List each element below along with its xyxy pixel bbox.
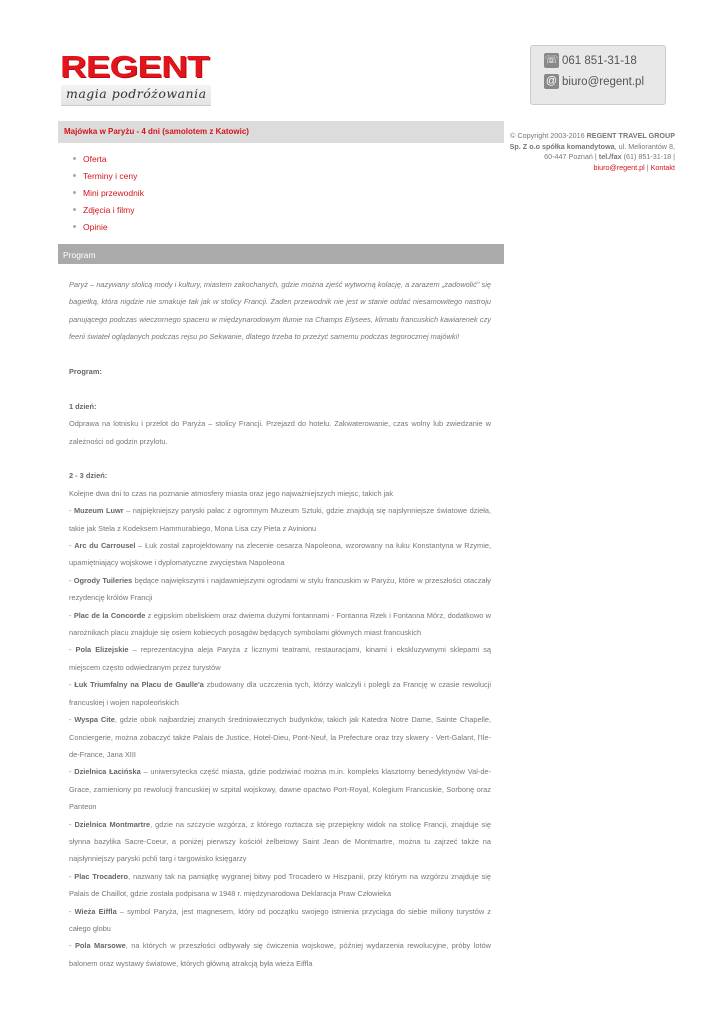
- contact-phone: 061 851-31-18: [562, 54, 637, 67]
- attraction-name: Dzielnica Łacińska: [74, 767, 141, 777]
- attraction-prefix: -: [69, 906, 75, 916]
- attraction-description: – reprezentacyjna aleja Paryża z licznymi teatrami, restauracjami, kinami i ekskluzywnymi sklepami są miejscem często odwiedzanym przez turystów: [69, 645, 491, 672]
- intro-paragraph: Paryż – nazywany stolicą mody i kultury, miastem zakochanych, gdzie można zjeść wytworną kolację, a zarazem „zadowolić" się bagietką, która nigdzie nie smakuje tak jak w stolicy Francji. Żaden przewodnik nie jest w stanie oddać niesamowitego nastroju panującego podczas wieczornego spaceru w międzynarodowym tłumie na Champs Elysees, klimatu francuskich kawiarenek czy feerii świateł oglądanych podczas rejsu po Sekwanie, dlatego trzeba to przeżyć samemu podczas tegorocznej majówki!: [69, 280, 491, 342]
- attraction-description: , gdzie na szczycie wzgórza, z którego roztacza się przepiękny widok na stolicę Francji, znajduje się słynna bazylika Sacre-Coeur, a poniżej pierwszy kościół żelbetowy Saint Jean de Montmartre, można tu zajrzeć także na najsłynniejszy paryski pchli targ i targowisko księgarzy: [69, 819, 492, 864]
- attractions-list: [69, 502, 491, 972]
- attraction-name: Wieża Eiffla: [74, 906, 117, 916]
- attraction-name: Plac Trocadero: [74, 871, 129, 881]
- attraction-item: [69, 502, 491, 537]
- attraction-prefix: -: [69, 819, 75, 829]
- copyright-prefix: © Copyright 2003-2016: [510, 131, 585, 140]
- company-name: REGENT TRAVEL GROUP: [586, 131, 675, 140]
- contact-email-row[interactable]: [544, 74, 644, 89]
- attraction-description: – symbol Paryża, jest magnesem, który od początku swojego istnienia przyciąga do siebie miliony turystów z całego globu: [69, 906, 491, 933]
- menu-item-opinie[interactable]: Opinie: [70, 220, 144, 237]
- copyright-block: [500, 131, 675, 173]
- copyright-separator: |: [646, 162, 649, 172]
- attraction-item: [69, 537, 491, 572]
- attraction-item: [69, 937, 491, 972]
- attraction-description: będące największymi i najdawniejszymi ogrodami w stylu francuskim w Paryżu, które w przeszłości otaczały rezydencję królów Francji: [69, 575, 491, 603]
- attraction-name: Wyspa Cite: [74, 715, 115, 725]
- attraction-description: z egipskim obeliskiem oraz dwiema dużymi fontannami - Fontanna Rzek i Fontanna Mórz, dodatkowo w narożnikach placu znajduje się osiem kobiecych posągów będących symbolami głównych miast francuskich: [69, 610, 492, 638]
- attraction-description: – uniwersytecka część miasta, gdzie podziwiać można m.in. kompleks klasztorny benedyktynów Val-de-Grace, zamieniony po rewolucji francuskiej w szpital wojskowy, dawne opactwo Port-Royal, Kolegium Francuskie, Sorbonę oraz Panteon: [69, 767, 491, 812]
- attraction-description: – Łuk został zaprojektowany na zlecenie cesarza Napoleona, wzorowany na łuku Konstantyna w Rzymie, upamiętniający wojskowe i dyplomatyczne zwycięstwa Napoleona: [69, 541, 491, 568]
- attraction-prefix: -: [69, 575, 74, 585]
- attraction-description: zbudowany dla uczczenia tych, którzy walczyli i polegli za Francję w czasie rewolucji francuskiej i wojen napoleońskich: [69, 680, 491, 707]
- attraction-description: , na których w przeszłości odbywały się ćwiczenia wojskowe, później wydarzenia rewolucyjne, próby lotów balonem oraz wystawy światowe, których główną atrakcją była wieża Eiffla: [69, 941, 491, 968]
- menu-item-mini-przewodnik[interactable]: Mini przewodnik: [70, 186, 144, 203]
- regent-logo[interactable]: [58, 50, 212, 106]
- attraction-description: , gdzie obok najbardziej znanych średniowiecznych budynków, takich jak Katedra Notre Dame, Sainte Chapelle, Conciergerie, można zobaczyć także Palais de Justice, Hotel-Dieu, Pont-Neuf, la Prefecture oraz trzy skwery - Vert-Galant, l'Ile-de-France, Jana XIII: [69, 715, 491, 759]
- attraction-item: [69, 711, 491, 763]
- menu-item-oferta[interactable]: Oferta: [70, 152, 144, 169]
- attraction-prefix: -: [69, 610, 74, 620]
- telfax-value: (61) 851-31-18 |: [623, 152, 675, 161]
- attraction-name: Łuk Triumfalny na Placu de Gaulle'a: [74, 680, 204, 690]
- logo-wordmark: REGENT: [60, 49, 209, 84]
- attraction-prefix: -: [69, 767, 75, 777]
- menu-item-terminy[interactable]: Terminy i ceny: [70, 169, 144, 186]
- attraction-name: Arc du Carrousel: [74, 541, 136, 551]
- kontakt-link[interactable]: Kontakt: [650, 162, 675, 172]
- attraction-prefix: -: [69, 645, 76, 655]
- contact-phone-row: [544, 53, 637, 68]
- at-icon: @: [545, 75, 558, 87]
- attraction-description: , nazwany tak na pamiątkę wygranej bitwy pod Trocadero w Hiszpanii, przy którym na wzgórzu znajduje się Palais de Chaillot, gdzie została podpisana w 1948 r. międzynarodowa Deklaracja Praw Człowieka: [69, 871, 491, 899]
- attraction-prefix: -: [69, 715, 75, 725]
- attraction-name: Pola Marsowe: [74, 941, 126, 951]
- attraction-item: [69, 763, 491, 815]
- logo-tagline: magia podróżowania: [66, 86, 207, 101]
- menu-item-zdjecia[interactable]: Zdjęcia i filmy: [70, 203, 144, 220]
- day23-intro: Kolejne dwa dni to czas na poznanie atmosfery miasta oraz jego najważniejszych miejsc, takich jak: [69, 488, 394, 498]
- attraction-prefix: -: [69, 871, 75, 881]
- attraction-item: [69, 607, 491, 642]
- phone-icon: ☏: [544, 54, 559, 66]
- contact-box: [530, 45, 666, 105]
- copyright-email-link[interactable]: biuro@regent.pl: [593, 162, 645, 172]
- attraction-item: [69, 572, 491, 607]
- attraction-name: Ogrody Tuileries: [73, 575, 133, 585]
- company-address2: 60-447 Poznań |: [544, 152, 597, 161]
- attraction-name: Muzeum Luwr: [73, 506, 124, 516]
- attraction-item: [69, 641, 491, 676]
- attraction-prefix: -: [69, 506, 74, 516]
- attraction-prefix: -: [69, 541, 75, 551]
- attraction-name: Pola Elizejskie: [75, 645, 129, 655]
- attraction-prefix: -: [69, 680, 75, 690]
- company-type: Sp. Z o.o spółka komandytowa: [509, 141, 615, 151]
- company-address1: , ul. Meliorantów 8,: [614, 141, 675, 151]
- offer-title: Majówka w Paryżu - 4 dni (samolotem z Katowic): [64, 127, 249, 136]
- program-content: [69, 276, 491, 972]
- attraction-item: [69, 868, 491, 903]
- program-header: Program: [63, 250, 96, 260]
- program-header-bar: [58, 244, 504, 264]
- attraction-name: Dzielnica Montmartre: [74, 819, 151, 829]
- attraction-name: Plac de la Concorde: [73, 610, 146, 620]
- day1-text: Odprawa na lotnisku i przelot do Paryża – stolicy Francji. Przejazd do hotelu. Zakwaterowanie, czas wolny lub zwiedzanie w zależności od godzin przylotu.: [69, 419, 491, 446]
- contact-email[interactable]: biuro@regent.pl: [562, 75, 644, 88]
- program-label: Program:: [69, 367, 102, 377]
- attraction-item: [69, 676, 491, 711]
- day1-label: 1 dzień:: [69, 401, 97, 411]
- attraction-item: [69, 903, 491, 938]
- offer-title-bar: [58, 121, 504, 143]
- attraction-description: – najpiękniejszy paryski pałac z ogromnym Muzeum Sztuki, gdzie znajdują się najsłynniejsze światowe dzieła, takie jak Stela z Kodeksem Hammurabiego, Mona Lisa czy Pieta z Avinionu: [69, 506, 491, 533]
- offer-menu: [70, 152, 144, 237]
- attraction-item: [69, 816, 491, 868]
- attraction-prefix: -: [69, 941, 75, 951]
- day23-label: 2 - 3 dzień:: [69, 471, 108, 481]
- telfax-label: tel./fax: [598, 152, 622, 161]
